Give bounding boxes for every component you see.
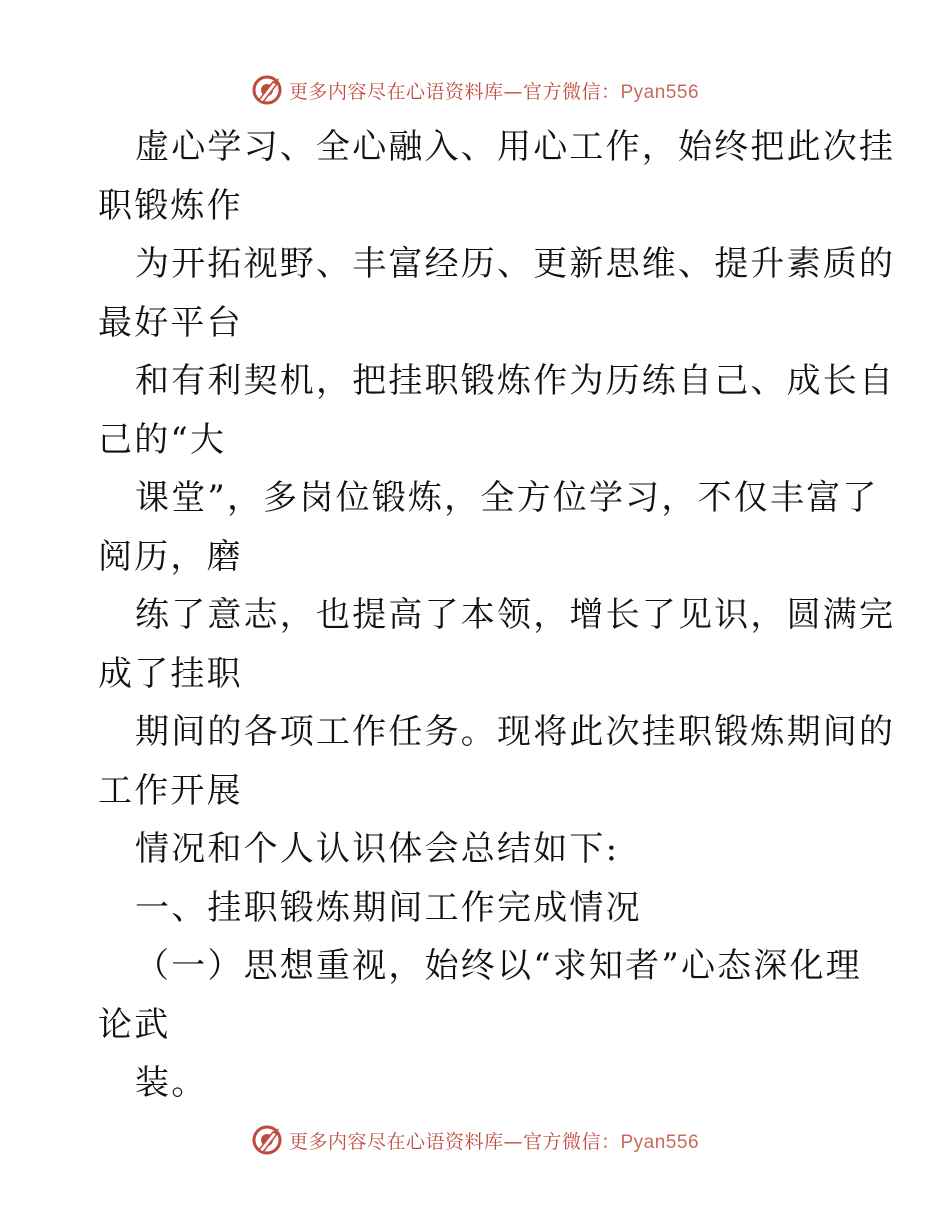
paragraph-line: 己的“大	[98, 419, 227, 460]
footer-watermark	[0, 1120, 950, 1160]
paragraph-line: 练了意志，也提高了本领，增长了见识，圆满完	[135, 595, 896, 635]
watermark-text	[289, 1127, 699, 1154]
paragraph-line: 期间的各项工作任务。现将此次挂职锻炼期间的	[135, 712, 896, 752]
watermark-separator: —	[503, 80, 523, 103]
paragraph-line: （一）思想重视，始终以“求知者”心态深化理	[135, 946, 862, 986]
paragraph-line: 论武	[98, 1004, 171, 1045]
paragraph-line: 工作开展	[98, 770, 243, 811]
paragraph-line: 装。	[135, 1063, 208, 1103]
paragraph-line: 职锻炼作	[98, 185, 243, 226]
paragraph-line: 为开拓视野、丰富经历、更新思维、提升素质的	[135, 244, 896, 284]
paragraph-line: 和有利契机，把挂职锻炼作为历练自己、成长自	[135, 361, 896, 401]
paragraph-line: 课堂”，多岗位锻炼，全方位学习，不仅丰富了	[135, 478, 879, 518]
paragraph-line: 虚心学习、全心融入、用心工作，始终把此次挂	[135, 127, 896, 167]
paragraph-line: 一、挂职锻炼期间工作完成情况	[135, 887, 642, 928]
paragraph-line: 情况和个人认识体会总结如下:	[135, 829, 620, 869]
paragraph-line: 阅历，磨	[98, 536, 243, 577]
pen-logo-icon	[251, 74, 283, 106]
watermark-text	[289, 77, 699, 104]
watermark-wechat-id: Pyan556	[620, 1131, 700, 1153]
header-watermark	[0, 70, 950, 110]
watermark-site-name: 更多内容尽在心语资料库	[288, 1130, 504, 1153]
watermark-official-label: 官方微信：	[522, 80, 621, 103]
paragraph-line: 成了挂职	[98, 653, 243, 694]
watermark-wechat-id: Pyan556	[620, 81, 700, 103]
watermark-official-label: 官方微信：	[522, 1130, 621, 1153]
watermark-site-name: 更多内容尽在心语资料库	[288, 80, 504, 103]
watermark-separator: —	[503, 1130, 523, 1153]
document-body	[98, 118, 896, 1113]
paragraph-line: 最好平台	[98, 302, 243, 343]
pen-logo-icon	[251, 1124, 283, 1156]
